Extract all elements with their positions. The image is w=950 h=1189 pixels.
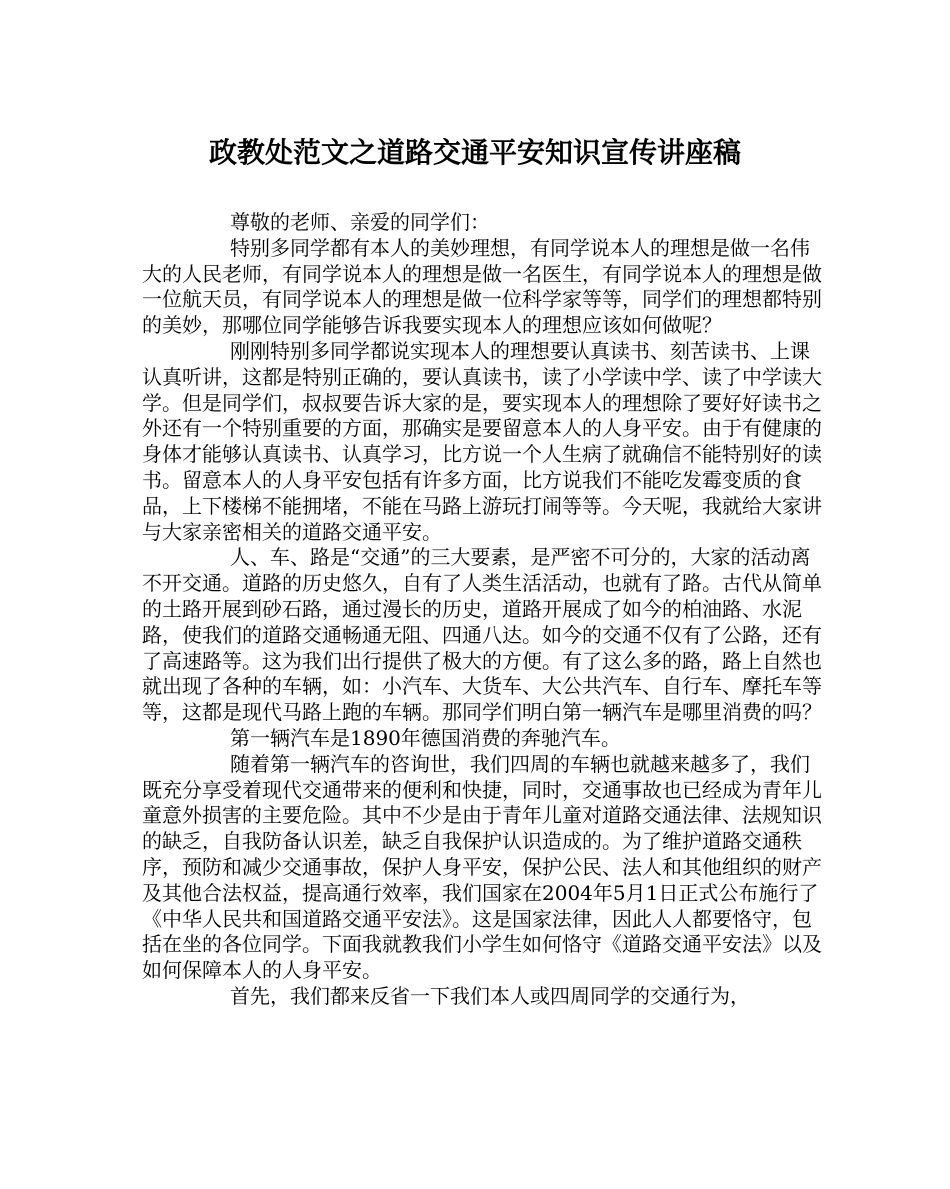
paragraph-salutation: 尊敬的老师、亲爱的同学们：: [230, 210, 490, 234]
paragraph: 刚刚特别多同学都说实现本人的理想要认真读书、刻苦读书、上课认真听讲，这都是特别正确的，要认真读书，读了小学读中学、读了中学读大学。但是同学们，叔叔要告诉大家的是，要实现本人的理想除了要好好读书之外还有一个特别重要的方面，那确实是要留意本人的人身平安。由于有健康的身体才能够认真读书、认真学习，比方说一个人生病了就确信不能特别好的读书。留意本人的人身平安包括有许多方面，比方说我们不能吃发霉变质的食品，上下楼梯不能拥堵，不能在马路上游玩打闹等等。今天呢，我就给大家讲与大家亲密相关的道路交通平安。: [142, 338, 822, 544]
paragraph: 人、车、路是“交通”的三大要素，是严密不可分的，大家的活动离不开交通。道路的历史悠久，自有了人类生活活动，也就有了路。古代从简单的土路开展到砂石路，通过漫长的历史，道路开展成了如今的柏油路、水泥路，使我们的道路交通畅通无阻、四通八达。如今的交通不仅有了公路，还有了高速路等。这为我们出行提供了极大的方便。有了这么多的路，路上自然也就出现了各种的车辆，如：小汽车、大货车、大公共汽车、自行车、摩托车等等，这都是现代马路上跑的车辆。那同学们明白第一辆汽车是哪里消费的吗？: [142, 545, 822, 725]
paragraph: 第一辆汽车是1890年德国消费的奔驰汽车。: [230, 725, 621, 750]
document-title: 政教处范文之道路交通平安知识宣传讲座稿: [208, 136, 741, 169]
paragraph: 随着第一辆汽车的咨询世，我们四周的车辆也就越来越多了，我们既充分享受着现代交通带来的便利和快捷，同时，交通事故也已经成为青年儿童意外损害的主要危险。其中不少是由于青年儿童对道路交通法律、法规知识的缺乏，自我防备认识差，缺乏自我保护认识造成的。为了维护道路交通秩序，预防和减少交通事故，保护人身平安，保护公民、法人和其他组织的财产及其他合法权益，提高通行效率，我们国家在2004年5月1日正式公布施行了《中华人民共和国道路交通平安法》。这是国家法律，因此人人都要恪守，包括在坐的各位同学。下面我就教我们小学生如何恪守《道路交通平安法》以及如何保障本人的人身平安。: [142, 751, 822, 983]
document-body: [142, 210, 822, 1010]
paragraph: 特别多同学都有本人的美妙理想，有同学说本人的理想是做一名伟大的人民老师，有同学说本人的理想是做一名医生，有同学说本人的理想是做一位航天员，有同学说本人的理想是做一位科学家等等，同学们的理想都特别的美妙，那哪位同学能够告诉我要实现本人的理想应该如何做呢？: [142, 235, 822, 338]
paragraph: 首先，我们都来反省一下我们本人或四周同学的交通行为，: [230, 983, 750, 1008]
